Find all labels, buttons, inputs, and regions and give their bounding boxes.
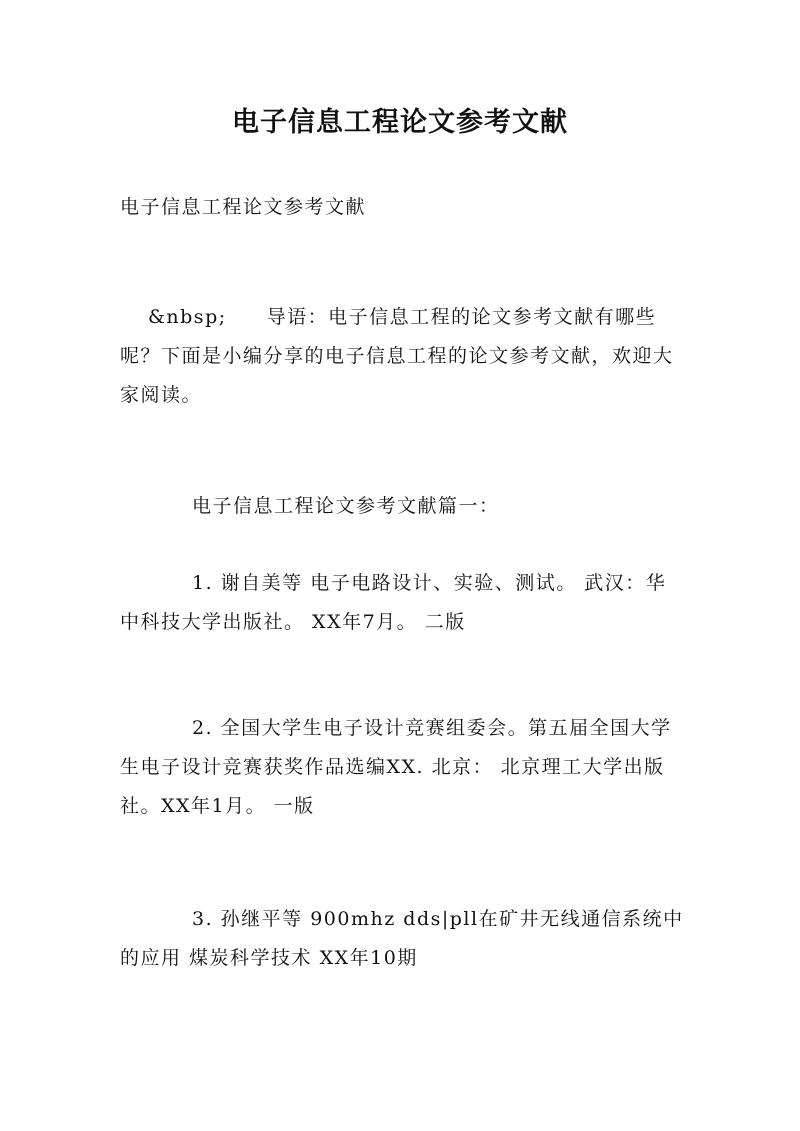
reference-item xyxy=(120,709,685,826)
reference-item xyxy=(120,564,685,642)
reference-text: 3. 孙继平等 900mhz dds|pll在矿井无线通信系统中的应用 煤炭科学技术 XX年10期 xyxy=(120,908,684,969)
document-subtitle: 电子信息工程论文参考文献 xyxy=(120,196,367,218)
section-heading xyxy=(120,487,685,526)
intro-entity: &nbsp; xyxy=(148,306,227,328)
reference-text: 1. 谢自美等 电子电路设计、实验、测试。 武汉：华中科技大学出版社。 XX年7月。 二版 xyxy=(120,572,667,633)
section-heading-text: 电子信息工程论文参考文献篇一： xyxy=(192,495,500,517)
document-title: 电子信息工程论文参考文献 xyxy=(232,107,568,138)
reference-item xyxy=(120,900,685,978)
reference-text: 2. 全国大学生电子设计竞赛组委会。第五届全国大学生电子设计竞赛获奖作品选编XX. 北京： 北京理工大学出版社。XX年1月。 一版 xyxy=(120,717,672,817)
intro-paragraph xyxy=(120,298,685,415)
intro-text: 导语：电子信息工程的论文参考文献有哪些呢？下面是小编分享的电子信息工程的论文参考文献，欢迎大家阅读。 xyxy=(120,306,674,406)
